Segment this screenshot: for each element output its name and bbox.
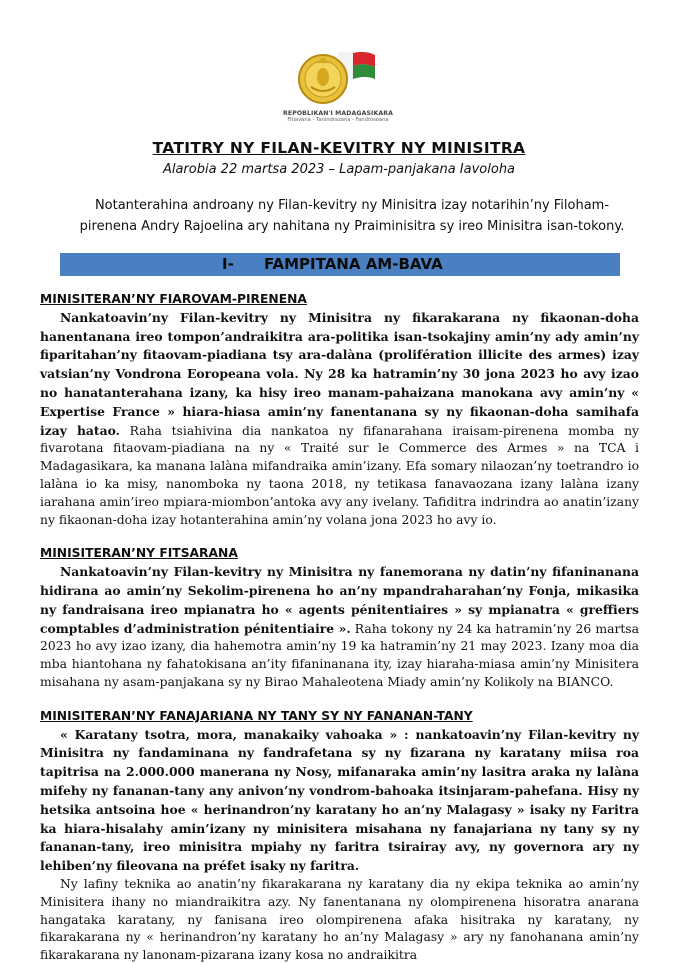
republic-motto: Fitiavana - Tanindrazana - Fandrosoana — [287, 117, 389, 123]
paragraph-bold-text: « Karatany tsotra, mora, manakaiky vahoaka » : nankatoavin’ny Filan-kevitry ny Minisitra ny fandaminana ny fandrafetana sy ny fizarana ny karatany miisa roa tapitrisa na 2.000.000 manerana ny Nosy, mifanaraka amin’ny lasitra araka ny lalàna mifehy ny fananan-tany any anivon’ny vondrom-bahoaka itsinjaram-pahefana. Hisy ny hetsika antsoina hoe « herinandron’ny karatany ho an’ny Malagasy » isaky ny Faritra ka hiara-hisalahy amin’izany ny minisitera misahana ny fanajariana ny tany sy ny fananan-tany, ireo minisitra mpiahy ny faritra tsirairay avy, ny governora ary ny lehiben’ny fileovana na préfet isaky ny faritra. — [40, 726, 639, 874]
paragraph-text: Raha tsiahivina dia nankatoa ny fifanarahana iraisam-pirenena momba ny fivarotana fitaovam-piadiana na ny « Traité sur le Commerce des Armes » na TCA i Madagasikara, ka manana lalàna mifandraika amin’izany. Efa somary nilaozan’ny toetrandro io lalàna io ka misy, nanomboka ny taona 2018, ny tetikasa fanavaozana izany lalàna izany iarahana amin’ireo mpiara-miombon’antoka avy any ivelany. Tafiditra indrindra ao anatin’izany ny fikaonan-doha izay hotanterahina amin’ny volana jona 2023 ho avy io. — [40, 423, 639, 527]
section-title: FAMPITANA AM-BAVA — [264, 255, 443, 273]
paragraph-bold-text: Nankatoavin’ny Filan-kevitry ny Minisitra ny fanemorana ny datin’ny fifaninanana hidirana ao amin’ny Sekolim-pirenena ho an’ny mpandraharahan’ny Fonja, mikasika ny fandraisana ireo mpianatra ho « agents pénitentiaires » sy mpianatra « greffiers comptables d’administration pénitentiaire ». — [40, 564, 639, 636]
ministry-paragraph-continued: Ny lafiny teknika ao anatin’ny fikarakarana ny karatany dia ny ekipa teknika ao amin’ny Minisitera ihany no miandraikitra azy. Ny fanentanana ny olompirenena hisoratra anarana hangataka karatany, ny fanisana ireo olompirenena afaka hisitraka ny karatany, ny fikarakarana ny « herinandron’ny karatany ho an’ny Malagasy » ary ny fanohanana amin’ny fikarakarana ny lanonam-pizarana izany kosa no andraikitra — [40, 876, 639, 963]
section-number: I- — [222, 255, 234, 273]
seal-and-flag-icon — [295, 47, 381, 109]
ministry-paragraph — [40, 309, 639, 530]
paragraph-bold-text: Nankatoavin’ny Filan-kevitry ny Minisitra ny fikarakarana ny fikaonan-doha hanentanana ireo tompon’andraikitra ara-politika isan-tsokajiny amin’ny ady amin’ny fiparitahan’ny fitaovam-piadiana tsy ara-dalàna (prolifération illicite des armes) izay vatsian’ny Vondrona Eoropeana vola. Ny 28 ka hatramin’ny 30 jona 2023 ho avy izao no hanatanterahana izany, ka hisy ireo manam-pahaizana manokana avy amin’ny « Expertise France » hiara-hiasa amin’ny fanentanana sy ny fikaonan-doha samihafa izay hatao. — [40, 309, 639, 438]
republic-logo — [268, 47, 408, 133]
page-title: TATITRY NY FILAN-KEVITRY NY MINISITRA — [152, 139, 526, 157]
republic-name: REPOBLIKAN'I MADAGASIKARA — [283, 110, 393, 117]
date-location: Alarobia 22 martsa 2023 – Lapam-panjakana Iavoloha — [162, 162, 516, 177]
intro-paragraph: Notanterahina androany ny Filan-kevitry ny Minisitra izay notarihin’ny Filoham-pirenena Andry Rajoelina ary nahitana ny Praiminisitra sy ireo Minisitra isan-tokony. — [79, 198, 625, 234]
ministry-heading: MINISITERAN’NY FITSARANA — [40, 546, 238, 561]
ministry-paragraph — [40, 563, 639, 692]
ministry-heading: MINISITERAN’NY FANAJARIANA NY TANY SY NY FANANAN-TANY — [40, 708, 473, 723]
ministry-heading: MINISITERAN’NY FIAROVAM-PIRENENA — [40, 292, 307, 306]
ministry-paragraph — [40, 726, 639, 876]
report-body — [40, 291, 639, 965]
section-banner — [60, 253, 620, 276]
paragraph-text: Raha tokony ny 24 ka hatramin’ny 26 martsa 2023 ho avy izao izany, dia hahemotra amin’ny 19 ka hatramin’ny 21 may 2023. Izany moa dia mba hiantohana ny fahatokisana an’ity fifaninanana ity, izay hiaraha-miasa amin’ny Minisitera misahana ny asam-panjakana sy ny Birao Mahaleotena Miady amin’ny Kolikoly na BIANCO. — [40, 621, 639, 689]
